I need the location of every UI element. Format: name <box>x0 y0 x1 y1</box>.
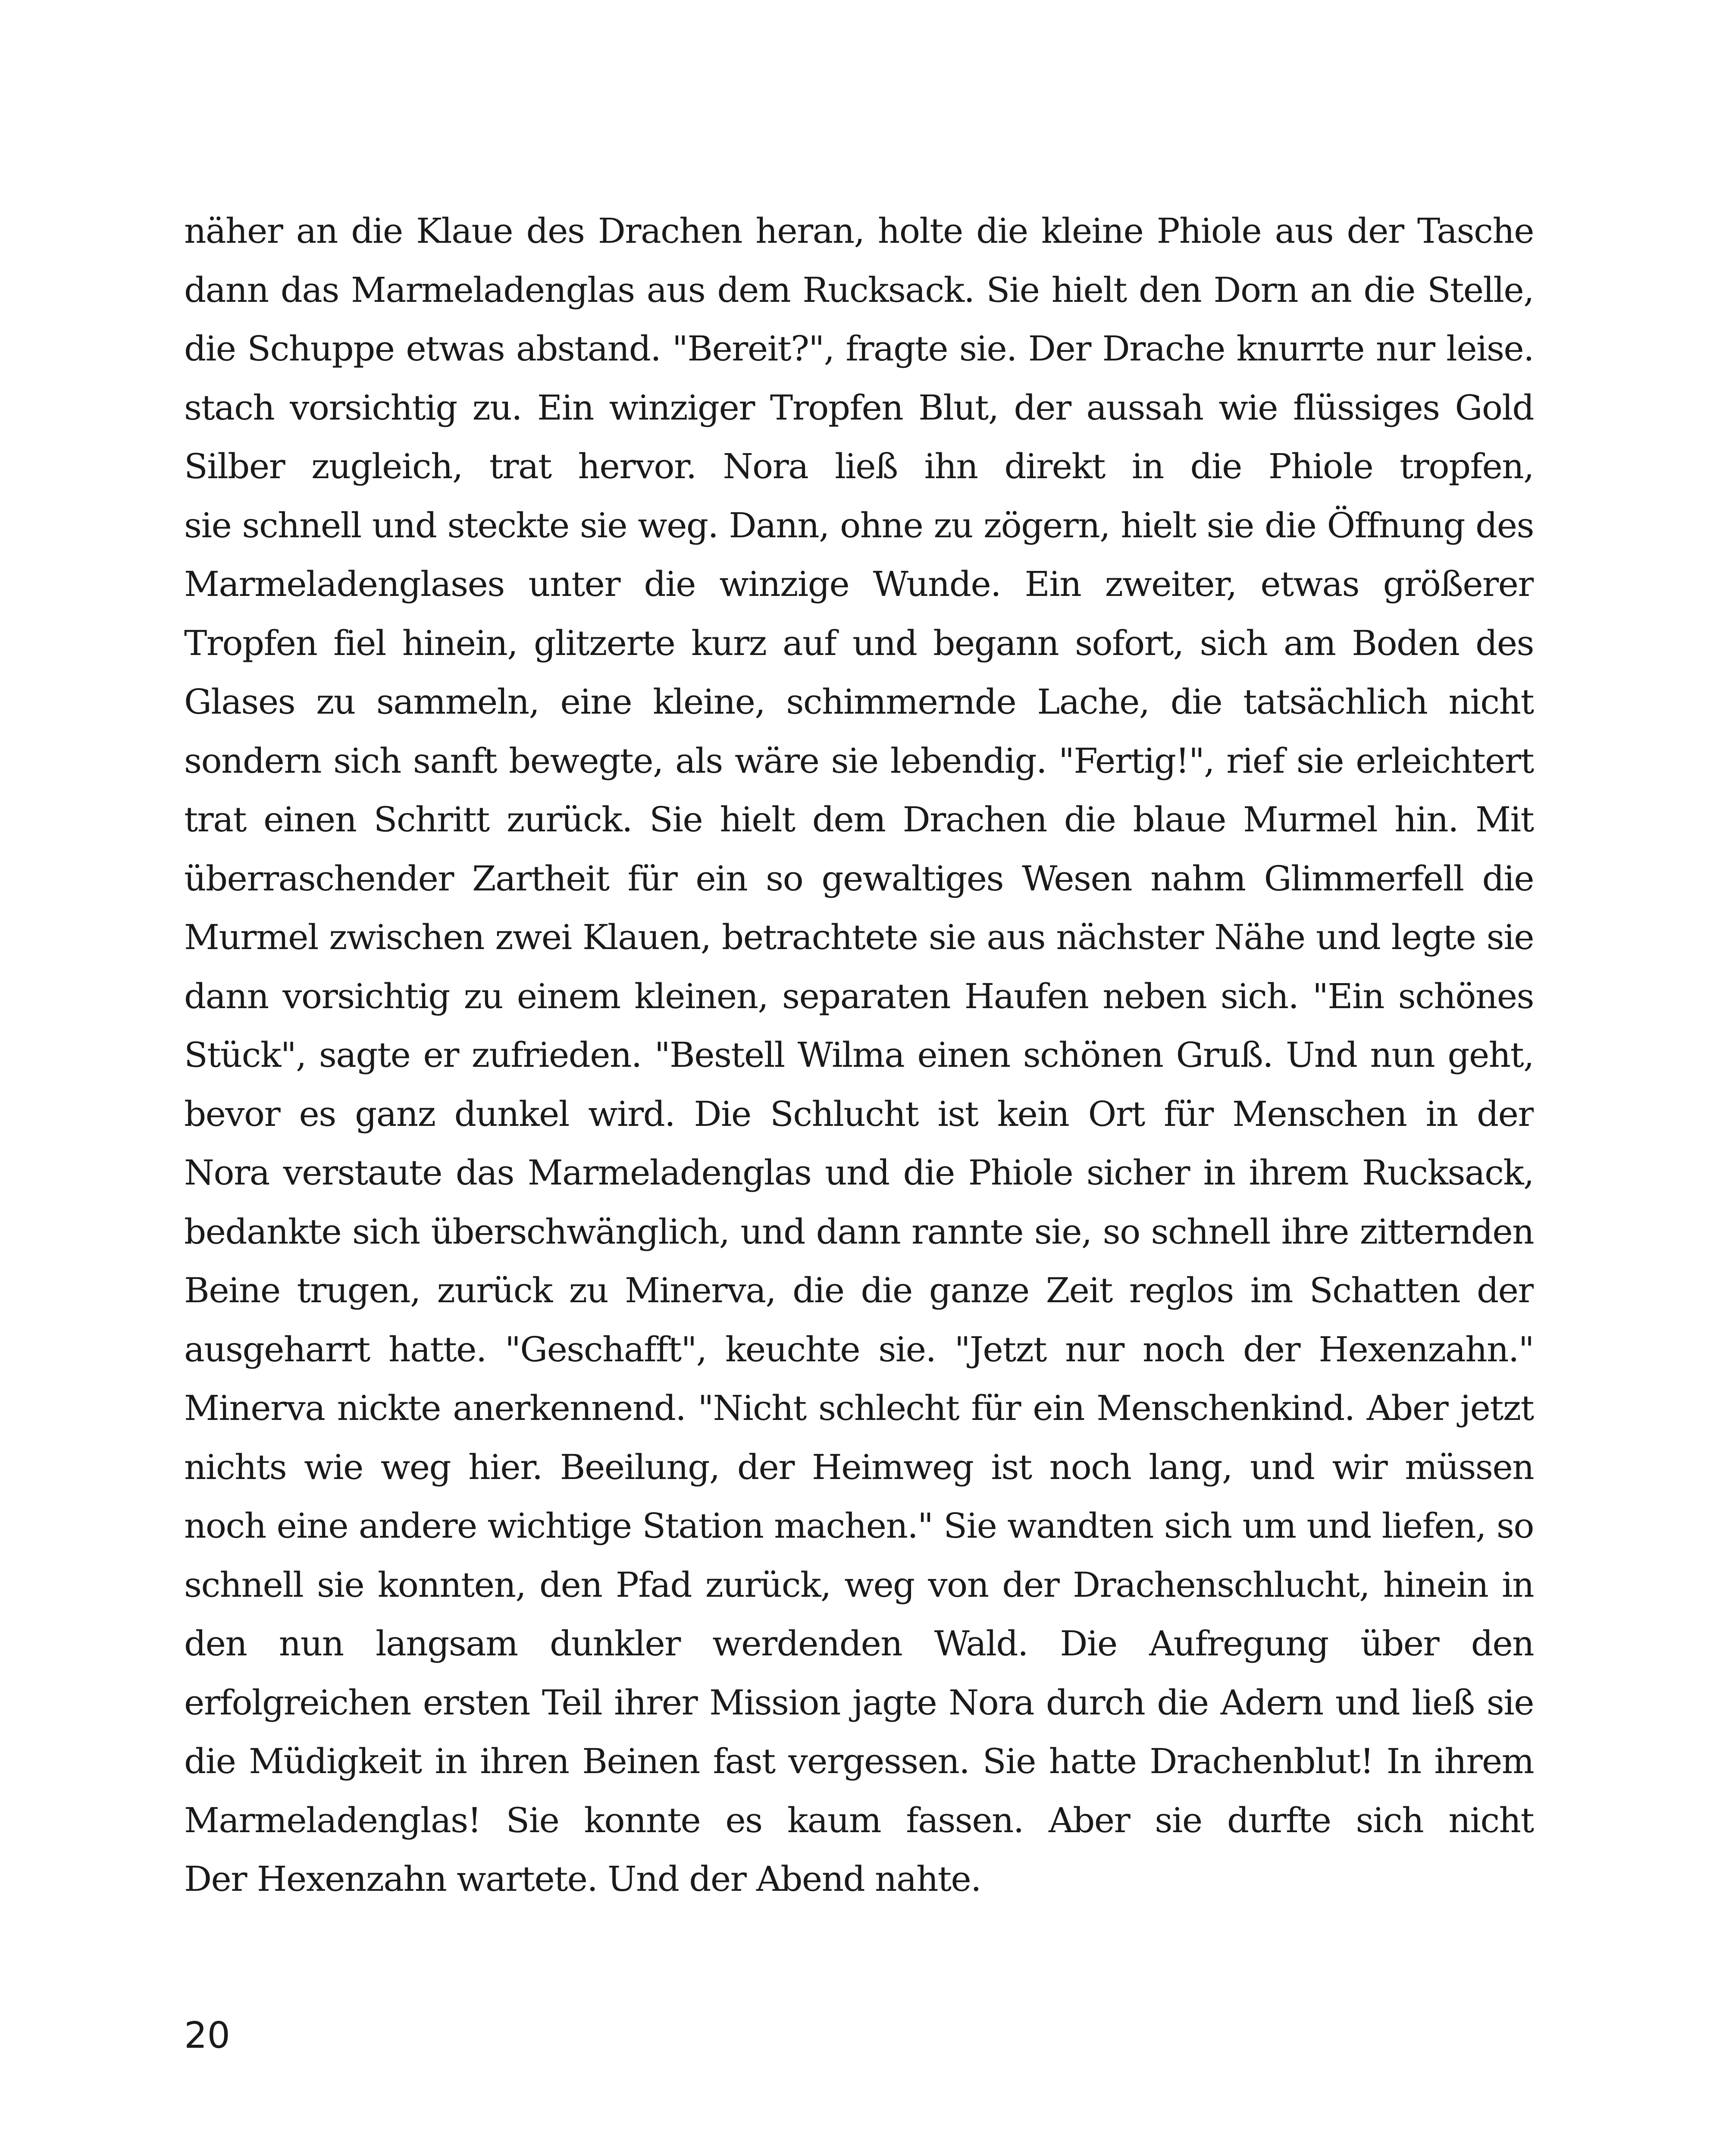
text-line: die Schuppe etwas abstand. "Bereit?", fragte sie. Der Drache knurrte nur leise. <box>184 329 1534 369</box>
text-line: den nun langsam dunkler werdenden Wald. Die Aufregung über den <box>184 1623 1534 1664</box>
text-line: stach vorsichtig zu. Ein winziger Tropfen Blut, der aussah wie flüssiges Gold <box>184 387 1534 428</box>
text-line: Beine trugen, zurück zu Minerva, die die ganze Zeit reglos im Schatten der <box>184 1270 1534 1310</box>
text-line: trat einen Schritt zurück. Sie hielt dem Drachen die blaue Murmel hin. Mit <box>184 799 1534 840</box>
text-line: dann das Marmeladenglas aus dem Rucksack. Sie hielt den Dorn an die Stelle, <box>184 270 1534 310</box>
text-line: bedankte sich überschwänglich, und dann rannte sie, so schnell ihre zitternden <box>184 1211 1534 1252</box>
text-line: noch eine andere wichtige Station machen." Sie wandten sich um und liefen, so <box>184 1506 1534 1546</box>
text-line: Marmeladenglases unter die winzige Wunde. Ein zweiter, etwas größerer <box>184 564 1534 604</box>
text-line: erfolgreichen ersten Teil ihrer Mission jagte Nora durch die Adern und ließ sie <box>184 1682 1534 1723</box>
text-line: sondern sich sanft bewegte, als wäre sie lebendig. "Fertig!", rief sie erleichtert <box>184 740 1534 781</box>
text-line: die Müdigkeit in ihren Beinen fast vergessen. Sie hatte Drachenblut! In ihrem <box>184 1741 1534 1781</box>
text-line: Minerva nickte anerkennend. "Nicht schlecht für ein Menschenkind. Aber jetzt <box>184 1388 1534 1428</box>
text-line: Murmel zwischen zwei Klauen, betrachtete sie aus nächster Nähe und legte sie <box>184 917 1534 957</box>
text-line: näher an die Klaue des Drachen heran, holte die kleine Phiole aus der Tasche <box>184 211 1534 251</box>
text-line: dann vorsichtig zu einem kleinen, separaten Haufen neben sich. "Ein schönes <box>184 976 1534 1016</box>
text-line: Tropfen fiel hinein, glitzerte kurz auf und begann sofort, sich am Boden des <box>184 623 1534 663</box>
page-number: 20 <box>184 2014 230 2056</box>
text-line: nichts wie weg hier. Beeilung, der Heimweg ist noch lang, und wir müssen <box>184 1447 1534 1487</box>
text-line: Nora verstaute das Marmeladenglas und die Phiole sicher in ihrem Rucksack, <box>184 1153 1534 1193</box>
body-text <box>184 202 1534 1909</box>
text-line-last: Der Hexenzahn wartete. Und der Abend nahte. <box>184 1859 981 1899</box>
text-line: schnell sie konnten, den Pfad zurück, weg von der Drachenschlucht, hinein in <box>184 1564 1534 1605</box>
text-line: Glases zu sammeln, eine kleine, schimmernde Lache, die tatsächlich nicht <box>184 682 1534 722</box>
text-line: bevor es ganz dunkel wird. Die Schlucht ist kein Ort für Menschen in der <box>184 1094 1534 1134</box>
text-line: ausgeharrt hatte. "Geschafft", keuchte sie. "Jetzt nur noch der Hexenzahn." <box>184 1329 1534 1369</box>
text-line: Stück", sagte er zufrieden. "Bestell Wilma einen schönen Gruß. Und nun geht, <box>184 1035 1534 1075</box>
text-line: überraschender Zartheit für ein so gewaltiges Wesen nahm Glimmerfell die <box>184 858 1534 899</box>
text-line: Marmeladenglas! Sie konnte es kaum fassen. Aber sie durfte sich nicht <box>184 1800 1534 1840</box>
text-line: sie schnell und steckte sie weg. Dann, ohne zu zögern, hielt sie die Öffnung des <box>184 505 1534 545</box>
text-line: Silber zugleich, trat hervor. Nora ließ ihn direkt in die Phiole tropfen, <box>184 446 1534 486</box>
